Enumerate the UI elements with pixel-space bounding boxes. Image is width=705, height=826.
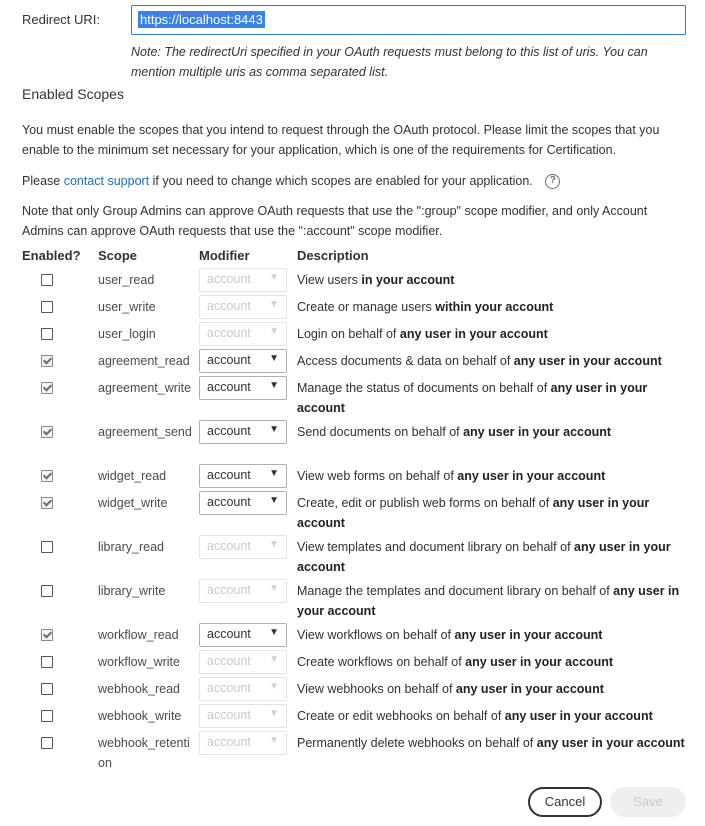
scope-modifier-value: account <box>207 627 251 641</box>
scope-modifier-value: account <box>207 495 251 509</box>
scope-description-bold: any user in your account <box>513 354 662 368</box>
scope-enabled-checkbox[interactable] <box>41 274 53 286</box>
chevron-down-icon: ▼ <box>269 735 279 746</box>
scope-name: user_write <box>98 300 156 314</box>
scope-enabled-checkbox[interactable] <box>41 585 53 597</box>
scope-modifier-select[interactable] <box>199 704 287 728</box>
scope-description-bold: any user in your account <box>297 381 648 415</box>
scope-description <box>297 270 689 290</box>
scope-description-text: Create, edit or publish web forms on behalf of <box>297 496 553 510</box>
header-description: Description <box>297 248 369 263</box>
chevron-down-icon: ▼ <box>269 583 279 594</box>
chevron-down-icon: ▼ <box>269 654 279 665</box>
scope-name: agreement_write <box>98 381 192 395</box>
scope-modifier-value: account <box>207 299 251 313</box>
help-icon[interactable]: ? <box>545 174 560 189</box>
scope-description-text: View users <box>297 273 362 287</box>
scope-modifier-value: account <box>207 708 251 722</box>
scope-description-bold: in your account <box>361 273 455 287</box>
scope-modifier-value: account <box>207 539 251 553</box>
scope-description-bold: any user in your account <box>455 682 604 696</box>
scope-description-text: View web forms on behalf of <box>297 469 458 483</box>
redirect-uri-input[interactable] <box>131 5 686 35</box>
scope-name: agreement_read <box>98 354 190 368</box>
scope-description-text: Create workflows on behalf of <box>297 655 466 669</box>
scopes-intro: You must enable the scopes that you intend to request through the OAuth protocol. Please limit the scopes that you enable to the minimum set necessary for your application, which is one of the requirements for Certification. <box>22 123 660 157</box>
scope-description-bold: any user in your account <box>399 327 548 341</box>
scope-modifier-select[interactable] <box>199 295 287 319</box>
scope-description <box>297 706 689 726</box>
scope-description-text: View webhooks on behalf of <box>297 682 456 696</box>
scope-modifier-value: account <box>207 735 251 749</box>
scope-name: user_read <box>98 273 155 287</box>
support-paragraph <box>22 171 687 191</box>
scope-description-text: Manage the templates and document library on behalf of <box>297 584 614 598</box>
scope-modifier-value: account <box>207 424 251 438</box>
scope-modifier-select[interactable] <box>199 420 287 444</box>
scope-description <box>297 625 689 645</box>
scope-modifier-select[interactable] <box>199 376 287 400</box>
scope-name: webhook_write <box>98 709 182 723</box>
chevron-down-icon: ▼ <box>269 353 279 364</box>
scope-modifier-value: account <box>207 583 251 597</box>
scope-enabled-checkbox[interactable] <box>41 683 53 695</box>
header-scope: Scope <box>98 248 138 263</box>
cancel-button[interactable]: Cancel <box>528 787 602 817</box>
chevron-down-icon: ▼ <box>269 627 279 638</box>
redirect-uri-note: Note: The redirectUri specified in your OAuth requests must belong to this list of uris. You can mention multiple uris as comma separated list. <box>131 45 648 79</box>
scope-description <box>297 733 689 753</box>
scope-enabled-checkbox[interactable] <box>41 426 53 438</box>
scope-description-text: Permanently delete webhooks on behalf of <box>297 736 537 750</box>
header-modifier: Modifier <box>199 248 250 263</box>
scope-description <box>297 679 689 699</box>
scope-modifier-select[interactable] <box>199 268 287 292</box>
scope-description <box>297 652 689 672</box>
scope-modifier-select[interactable] <box>199 535 287 559</box>
scope-description <box>297 351 689 371</box>
scope-description <box>297 422 689 442</box>
redirect-uri-label: Redirect URI: <box>22 12 101 27</box>
scope-name: library_write <box>98 584 166 598</box>
scope-modifier-value: account <box>207 380 251 394</box>
scope-description-bold: any user in your account <box>454 628 603 642</box>
scope-description-text: View templates and document library on behalf of <box>297 540 575 554</box>
scope-modifier-select[interactable] <box>199 731 287 755</box>
chevron-down-icon: ▼ <box>269 468 279 479</box>
scope-enabled-checkbox[interactable] <box>41 382 53 394</box>
enabled-scopes-title: Enabled Scopes <box>22 86 124 102</box>
scope-enabled-checkbox[interactable] <box>41 328 53 340</box>
scope-modifier-select[interactable] <box>199 464 287 488</box>
scope-description <box>297 466 689 486</box>
scope-modifier-value: account <box>207 326 251 340</box>
scope-description-text: Manage the status of documents on behalf of <box>297 381 551 395</box>
admin-note: Note that only Group Admins can approve OAuth requests that use the ":group" scope modifier, and only Account Admins can approve OAuth requests that use the ":account" scope modifier. <box>22 204 648 238</box>
chevron-down-icon: ▼ <box>269 326 279 337</box>
scope-description-text: Access documents & data on behalf of <box>297 354 514 368</box>
scope-name: webhook_read <box>98 682 181 696</box>
scope-description <box>297 324 689 344</box>
scope-name: workflow_read <box>98 628 179 642</box>
scope-description-bold: any user in your account <box>457 469 606 483</box>
scope-name: workflow_write <box>98 655 180 669</box>
redirect-uri-value: https://localhost:8443 <box>140 12 263 27</box>
scope-modifier-select[interactable] <box>199 491 287 515</box>
scope-description <box>297 537 689 577</box>
chevron-down-icon: ▼ <box>269 299 279 310</box>
scope-description-text: View workflows on behalf of <box>297 628 455 642</box>
scope-enabled-checkbox[interactable] <box>41 629 53 641</box>
scope-enabled-checkbox[interactable] <box>41 470 53 482</box>
chevron-down-icon: ▼ <box>269 708 279 719</box>
scope-description <box>297 297 689 317</box>
scope-description-bold: any user in your account <box>297 540 671 574</box>
scope-enabled-checkbox[interactable] <box>41 737 53 749</box>
scope-modifier-select[interactable] <box>199 579 287 603</box>
scope-description-bold: any user in your account <box>504 709 653 723</box>
scope-description-bold: any user in your account <box>536 736 685 750</box>
scope-name: library_read <box>98 540 165 554</box>
chevron-down-icon: ▼ <box>269 424 279 435</box>
scope-description-bold: any user in your account <box>465 655 614 669</box>
scope-description-bold: any user in your account <box>297 496 650 530</box>
scope-modifier-value: account <box>207 272 251 286</box>
scope-modifier-select[interactable] <box>199 349 287 373</box>
scope-name: agreement_send <box>98 425 192 439</box>
scope-enabled-checkbox[interactable] <box>41 497 53 509</box>
chevron-down-icon: ▼ <box>269 539 279 550</box>
scope-description-text: Send documents on behalf of <box>297 425 464 439</box>
scope-description-text: Create or edit webhooks on behalf of <box>297 709 505 723</box>
chevron-down-icon: ▼ <box>269 272 279 283</box>
scope-description-bold: any user in your account <box>463 425 612 439</box>
scope-enabled-checkbox[interactable] <box>41 355 53 367</box>
chevron-down-icon: ▼ <box>269 495 279 506</box>
scope-name: user_login <box>98 327 156 341</box>
support-prefix: Please <box>22 174 64 188</box>
scope-enabled-checkbox[interactable] <box>41 656 53 668</box>
scope-modifier-select[interactable] <box>199 650 287 674</box>
scope-name: widget_write <box>98 496 168 510</box>
scope-description-bold: any user in your account <box>297 584 680 618</box>
scope-description-bold: within your account <box>435 300 554 314</box>
scope-description <box>297 378 689 418</box>
scope-description-text: Login on behalf of <box>297 327 400 341</box>
scope-modifier-value: account <box>207 468 251 482</box>
scope-enabled-checkbox[interactable] <box>41 301 53 313</box>
support-suffix: if you need to change which scopes are enabled for your application. <box>149 174 533 188</box>
contact-support-link[interactable]: contact support <box>63 174 150 188</box>
scope-modifier-value: account <box>207 681 251 695</box>
scope-description <box>297 581 689 621</box>
scope-modifier-value: account <box>207 654 251 668</box>
scope-description <box>297 493 689 533</box>
scope-description-text: Create or manage users <box>297 300 436 314</box>
scope-enabled-checkbox[interactable] <box>41 710 53 722</box>
scope-name: webhook_retention <box>98 736 190 770</box>
scope-modifier-select[interactable] <box>199 677 287 701</box>
chevron-down-icon: ▼ <box>269 380 279 391</box>
scope-name: widget_read <box>98 469 167 483</box>
chevron-down-icon: ▼ <box>269 681 279 692</box>
scope-enabled-checkbox[interactable] <box>41 541 53 553</box>
scope-modifier-select[interactable] <box>199 322 287 346</box>
save-button[interactable]: Save <box>610 787 686 817</box>
scope-modifier-select[interactable] <box>199 623 287 647</box>
header-enabled: Enabled? <box>22 248 81 263</box>
scope-modifier-value: account <box>207 353 251 367</box>
